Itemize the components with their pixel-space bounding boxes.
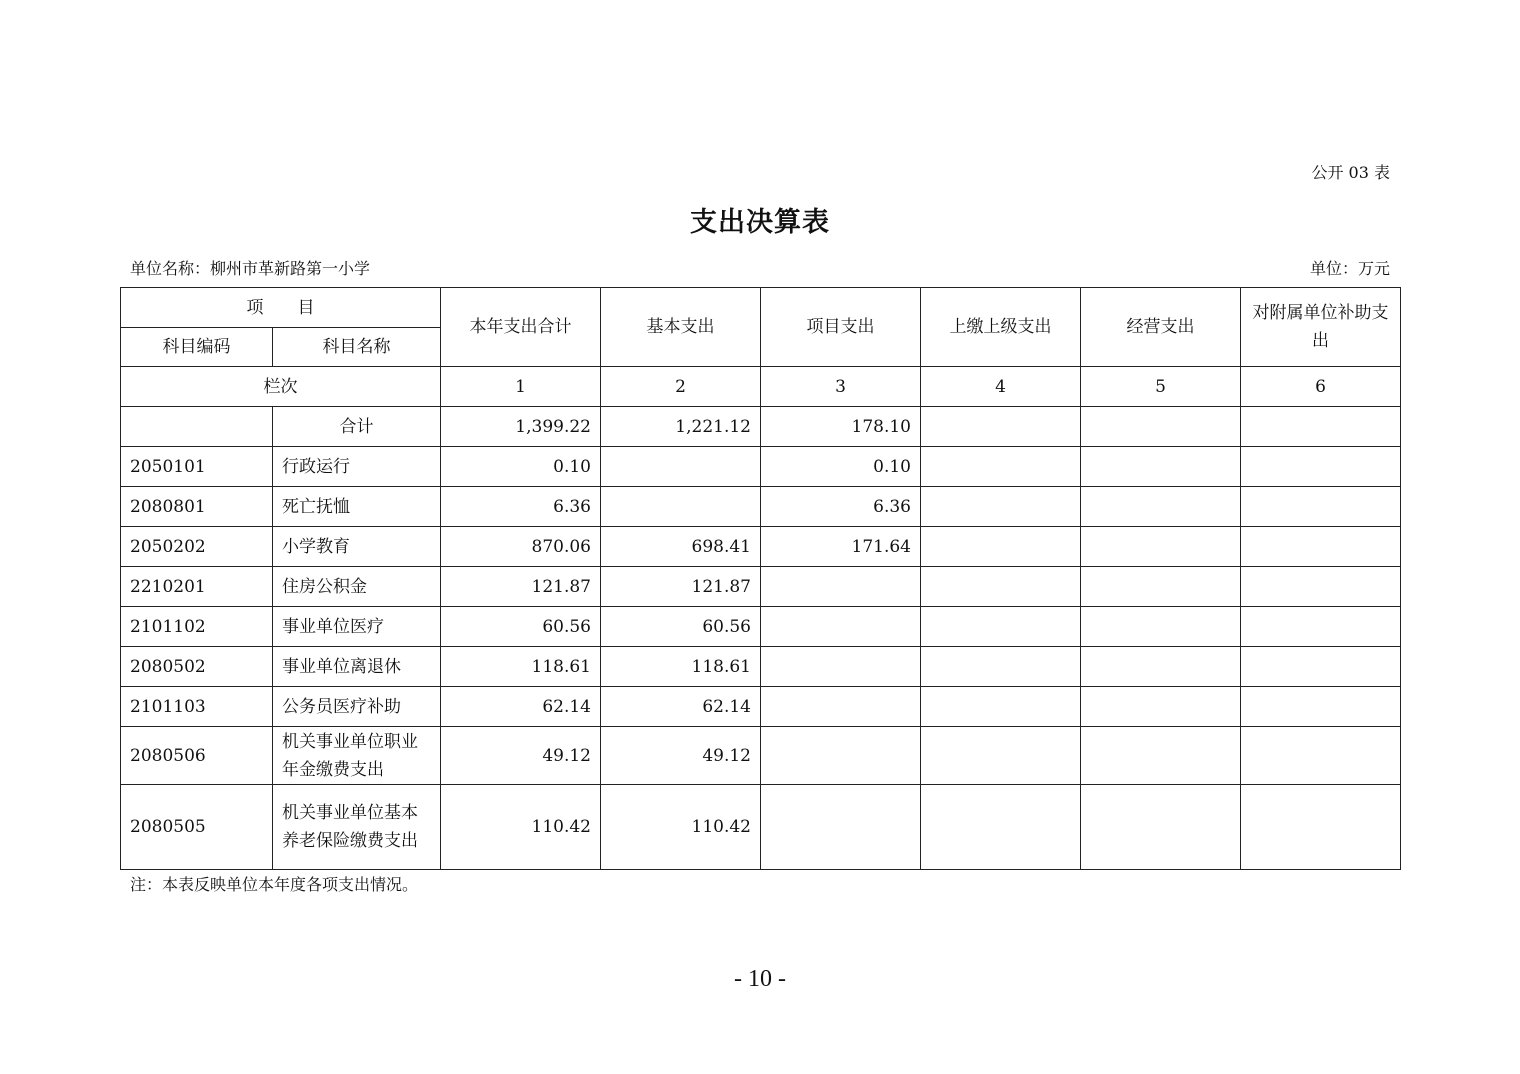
- header-basic: 基本支出: [601, 288, 761, 367]
- page-number: - 10 -: [734, 966, 786, 992]
- header-total: 本年支出合计: [441, 288, 601, 367]
- header-subject-name: 科目名称: [273, 328, 441, 367]
- project-cell: [761, 567, 921, 607]
- subsidy-cell: [1241, 527, 1401, 567]
- basic-cell: 118.61: [601, 647, 761, 687]
- total-cell: 121.87: [441, 567, 601, 607]
- column-index: 5: [1081, 367, 1241, 407]
- unit-label: 单位：万元: [1309, 259, 1390, 278]
- header-row-1: [121, 288, 1401, 328]
- upper-cell: [921, 687, 1081, 727]
- upper-cell: [921, 567, 1081, 607]
- project-cell: 178.10: [761, 407, 921, 447]
- total-cell: 110.42: [441, 785, 601, 870]
- project-cell: 171.64: [761, 527, 921, 567]
- unit-name-label: 单位名称：柳州市革新路第一小学: [130, 259, 371, 278]
- subject-name: 事业单位医疗: [273, 607, 441, 647]
- business-cell: [1081, 687, 1241, 727]
- business-cell: [1081, 607, 1241, 647]
- header-subject-code: 科目编码: [121, 328, 273, 367]
- table-row: [121, 567, 1401, 607]
- total-row-label: 合计: [273, 407, 441, 447]
- table-footnote: 注：本表反映单位本年度各项支出情况。: [130, 875, 419, 894]
- subject-code: 2101103: [121, 687, 273, 727]
- project-cell: 6.36: [761, 487, 921, 527]
- subject-code: 2080502: [121, 647, 273, 687]
- total-cell: 118.61: [441, 647, 601, 687]
- basic-cell: 1,221.12: [601, 407, 761, 447]
- business-cell: [1081, 527, 1241, 567]
- basic-cell: 121.87: [601, 567, 761, 607]
- business-cell: [1081, 407, 1241, 447]
- subject-code: 2080506: [121, 727, 273, 785]
- header-business: 经营支出: [1081, 288, 1241, 367]
- header-project: 项 目: [121, 288, 441, 328]
- business-cell: [1081, 785, 1241, 870]
- upper-cell: [921, 647, 1081, 687]
- basic-cell: 698.41: [601, 527, 761, 567]
- table-row: [121, 527, 1401, 567]
- project-cell: 0.10: [761, 447, 921, 487]
- subsidy-cell: [1241, 447, 1401, 487]
- subject-code: 2101102: [121, 607, 273, 647]
- upper-cell: [921, 407, 1081, 447]
- column-index: 4: [921, 367, 1081, 407]
- header-upper: 上缴上级支出: [921, 288, 1081, 367]
- subsidy-cell: [1241, 567, 1401, 607]
- subsidy-cell: [1241, 785, 1401, 870]
- subject-name: 行政运行: [273, 447, 441, 487]
- header-project-expense: 项目支出: [761, 288, 921, 367]
- upper-cell: [921, 607, 1081, 647]
- total-cell: 6.36: [441, 487, 601, 527]
- project-cell: [761, 785, 921, 870]
- subsidy-cell: [1241, 647, 1401, 687]
- subject-name: 机关事业单位基本养老保险缴费支出: [273, 785, 441, 870]
- upper-cell: [921, 527, 1081, 567]
- upper-cell: [921, 785, 1081, 870]
- total-row-code: [121, 407, 273, 447]
- expenditure-table: [120, 287, 1401, 870]
- subject-name: 事业单位离退休: [273, 647, 441, 687]
- table-row: [121, 607, 1401, 647]
- basic-cell: [601, 447, 761, 487]
- subject-name: 死亡抚恤: [273, 487, 441, 527]
- total-row: [121, 407, 1401, 447]
- column-index-label: 栏次: [121, 367, 441, 407]
- subject-name: 住房公积金: [273, 567, 441, 607]
- column-index: 3: [761, 367, 921, 407]
- total-cell: 1,399.22: [441, 407, 601, 447]
- column-index: 6: [1241, 367, 1401, 407]
- table-row: [121, 785, 1401, 870]
- subsidy-cell: [1241, 407, 1401, 447]
- business-cell: [1081, 567, 1241, 607]
- total-cell: 62.14: [441, 687, 601, 727]
- subject-name: 公务员医疗补助: [273, 687, 441, 727]
- page-title: 支出决算表: [690, 207, 830, 238]
- upper-cell: [921, 487, 1081, 527]
- project-cell: [761, 727, 921, 785]
- business-cell: [1081, 727, 1241, 785]
- header-subsidy: 对附属单位补助支出: [1241, 288, 1401, 367]
- business-cell: [1081, 487, 1241, 527]
- basic-cell: 110.42: [601, 785, 761, 870]
- form-number: 公开 03 表: [1311, 163, 1390, 182]
- subject-code: 2050101: [121, 447, 273, 487]
- column-index: 1: [441, 367, 601, 407]
- total-cell: 49.12: [441, 727, 601, 785]
- upper-cell: [921, 447, 1081, 487]
- basic-cell: 62.14: [601, 687, 761, 727]
- column-index-row: [121, 367, 1401, 407]
- subject-name: 机关事业单位职业年金缴费支出: [273, 727, 441, 785]
- subject-name: 小学教育: [273, 527, 441, 567]
- subject-code: 2080505: [121, 785, 273, 870]
- basic-cell: 60.56: [601, 607, 761, 647]
- subject-code: 2210201: [121, 567, 273, 607]
- subsidy-cell: [1241, 727, 1401, 785]
- project-cell: [761, 687, 921, 727]
- table-row: [121, 647, 1401, 687]
- project-cell: [761, 607, 921, 647]
- table-row: [121, 727, 1401, 785]
- upper-cell: [921, 727, 1081, 785]
- table-row: [121, 447, 1401, 487]
- subsidy-cell: [1241, 687, 1401, 727]
- total-cell: 870.06: [441, 527, 601, 567]
- business-cell: [1081, 647, 1241, 687]
- subsidy-cell: [1241, 487, 1401, 527]
- subsidy-cell: [1241, 607, 1401, 647]
- project-cell: [761, 647, 921, 687]
- basic-cell: 49.12: [601, 727, 761, 785]
- business-cell: [1081, 447, 1241, 487]
- total-cell: 60.56: [441, 607, 601, 647]
- subject-code: 2050202: [121, 527, 273, 567]
- basic-cell: [601, 487, 761, 527]
- column-index: 2: [601, 367, 761, 407]
- subject-code: 2080801: [121, 487, 273, 527]
- table-row: [121, 687, 1401, 727]
- table-row: [121, 487, 1401, 527]
- total-cell: 0.10: [441, 447, 601, 487]
